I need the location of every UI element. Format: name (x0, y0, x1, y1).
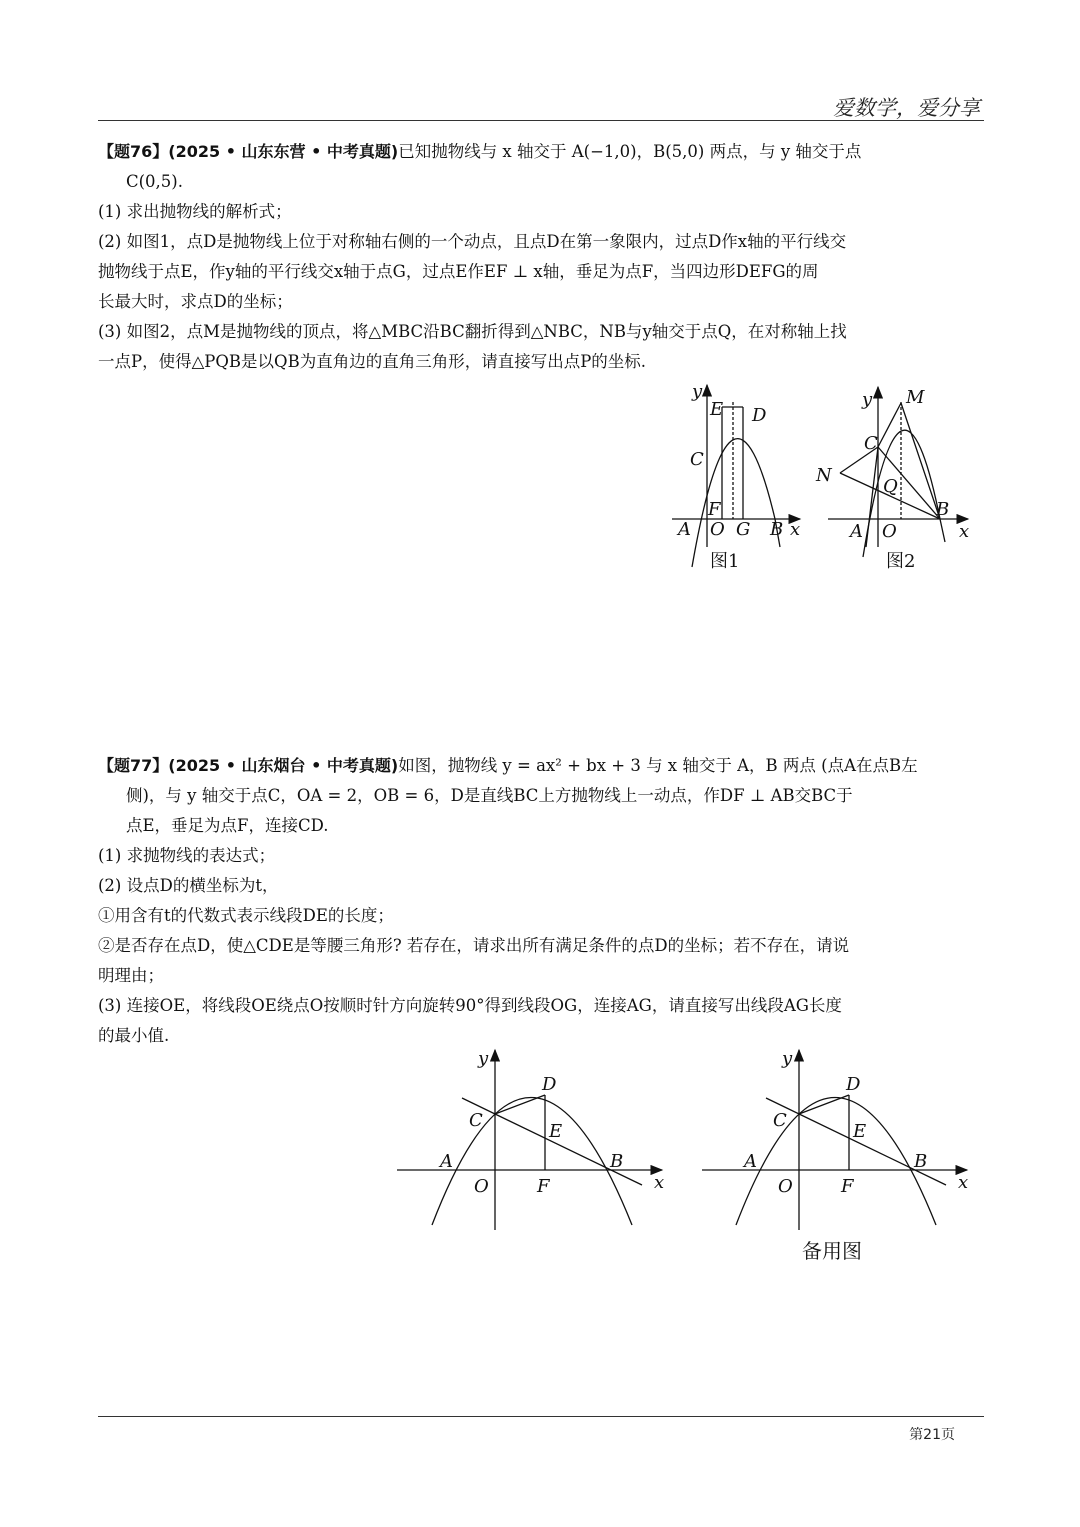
label-x: x (959, 521, 970, 542)
label-o: O (474, 1176, 489, 1197)
stem-line: 已知抛物线与 x 轴交于 A(−1,0)，B(5,0) 两点，与 y 轴交于点 (398, 142, 862, 161)
stem-line: 侧)，与 y 轴交于点C，OA = 2，OB = 6，D是直线BC上方抛物线上一动点，作DF ⊥ AB交BC于 (126, 786, 853, 805)
stem-line: C(0,5). (126, 172, 183, 191)
page-number: 第21页 (909, 1427, 955, 1443)
label-q: Q (883, 476, 898, 497)
label-g: G (736, 519, 751, 540)
stem-line: 如图，抛物线 y = ax² + bx + 3 与 x 轴交于 A，B 两点 (点A在点B左 (398, 756, 918, 775)
problem-source: (2025 • 山东东营 • 中考真题) (168, 142, 399, 161)
label-c: C (469, 1110, 483, 1131)
label-x: x (958, 1172, 969, 1193)
question-2b-line: 明理由； (98, 966, 164, 985)
figure-caption: 图1 (710, 551, 740, 572)
figure-main (397, 1050, 665, 1230)
label-f: F (537, 1176, 550, 1197)
question-1: (1) 求出抛物线的解析式； (98, 202, 292, 221)
label-y: y (782, 1048, 793, 1069)
label-b: B (936, 499, 950, 520)
label-e: E (549, 1121, 563, 1142)
label-x: x (790, 519, 801, 540)
footer-rule (98, 1416, 984, 1417)
figure-caption: 图2 (886, 551, 916, 572)
label-a: A (678, 519, 691, 540)
header-slogan: 爱数学，爱分享 (833, 96, 980, 120)
label-c: C (864, 433, 878, 454)
label-d: D (752, 405, 767, 426)
problem-stem (98, 751, 984, 781)
label-f: F (708, 499, 721, 520)
label-e: E (710, 399, 724, 420)
label-c: C (690, 449, 704, 470)
figure-backup (702, 1050, 967, 1230)
label-o: O (778, 1176, 793, 1197)
figures-76 (670, 377, 980, 577)
label-m: M (906, 387, 925, 408)
problem-source: (2025 • 山东烟台 • 中考真题) (168, 756, 399, 775)
label-a: A (850, 521, 863, 542)
label-a: A (744, 1151, 757, 1172)
question-2b-line: ②是否存在点D，使△CDE是等腰三角形? 若存在，请求出所有满足条件的点D的坐标；若不存在，请说 (98, 936, 850, 955)
figure-2 (828, 387, 968, 557)
label-d: D (846, 1074, 861, 1095)
question-2-line: 抛物线于点E，作y轴的平行线交x轴于点G，过点E作EF ⊥ x轴，垂足为点F，当四边形DEFG的周 (98, 262, 819, 281)
label-n: N (816, 465, 832, 486)
segment-cd (799, 1095, 849, 1114)
question-1: (1) 求抛物线的表达式； (98, 846, 276, 865)
label-b: B (610, 1151, 624, 1172)
figure-caption: 备用图 (802, 1239, 862, 1263)
problem-stem (98, 137, 984, 167)
label-o: O (882, 521, 897, 542)
segment-mb (901, 403, 940, 519)
label-d: D (542, 1074, 557, 1095)
question-3-line: 的最小值. (98, 1026, 170, 1045)
label-e: E (853, 1121, 867, 1142)
question-3-line: 一点P，使得△PQB是以QB为直角边的直角三角形，请直接写出点P的坐标. (98, 352, 647, 371)
label-f: F (841, 1176, 854, 1197)
question-2-line: (2) 如图1，点D是抛物线上位于对称轴右侧的一个动点，且点D在第一象限内，过点D作x轴的平行线交 (98, 232, 847, 251)
stem-line: 点E，垂足为点F，连接CD. (126, 816, 329, 835)
parabola (736, 1098, 936, 1226)
figure-backup-labels (742, 1048, 968, 1197)
label-c: C (773, 1110, 787, 1131)
segment-cd (495, 1095, 545, 1114)
header-rule (98, 120, 984, 121)
question-3-line: (3) 如图2，点M是抛物线的顶点，将△MBC沿BC翻折得到△NBC，NB与y轴交于点Q，在对称轴上找 (98, 322, 847, 341)
figure-1-labels (676, 381, 800, 540)
figure-main-labels (438, 1048, 664, 1197)
question-3-line: (3) 连接OE，将线段OE绕点O按顺时针方向旋转90°得到线段OG，连接AG，请直接写出线段AG长度 (98, 996, 842, 1015)
question-2-line: 长最大时，求点D的坐标； (98, 292, 293, 311)
label-y: y (478, 1048, 489, 1069)
segment-cb-extended (866, 447, 878, 547)
label-b: B (914, 1151, 928, 1172)
label-o: O (710, 519, 725, 540)
question-2: (2) 设点D的横坐标为t， (98, 876, 279, 895)
label-y: y (862, 389, 873, 410)
label-a: A (440, 1151, 453, 1172)
figures-77 (392, 1040, 982, 1270)
problem-76 (98, 137, 984, 377)
parabola (432, 1098, 632, 1226)
question-2a: ①用含有t的代数式表示线段DE的长度； (98, 906, 394, 925)
problem-tag: 【题77】 (98, 756, 169, 775)
label-b: B (770, 519, 784, 540)
segment-mc (878, 403, 901, 447)
problem-77 (98, 751, 984, 1051)
parabola (692, 439, 780, 567)
label-x: x (654, 1172, 665, 1193)
problem-tag: 【题76】 (98, 142, 169, 161)
label-y: y (692, 381, 703, 402)
